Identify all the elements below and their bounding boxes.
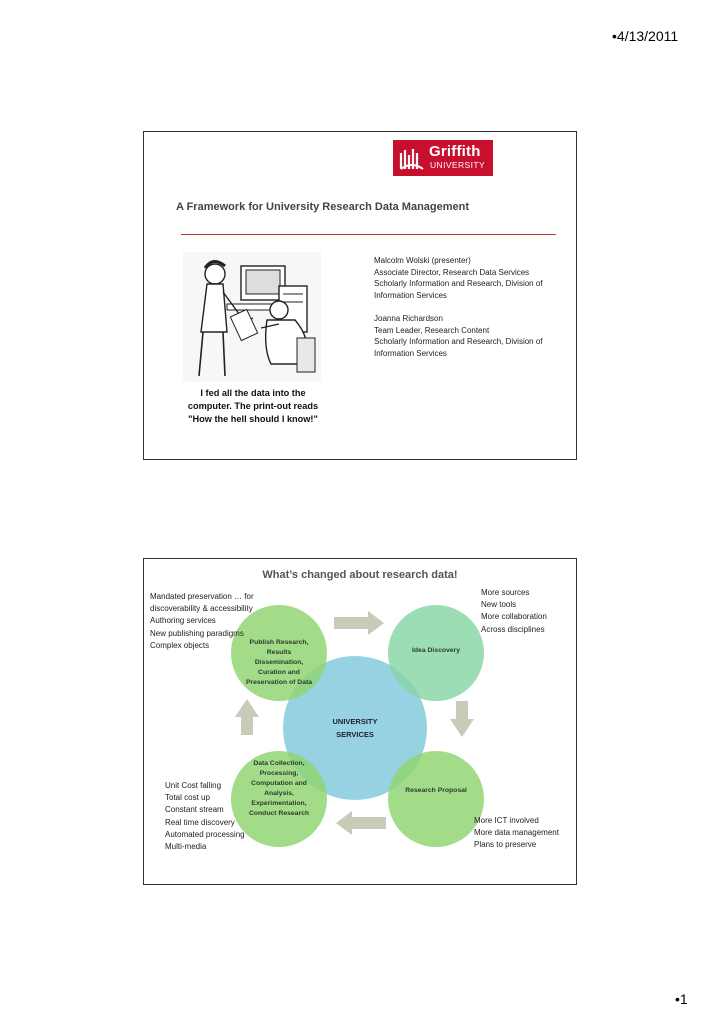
- presenter-role: Associate Director, Research Data Services: [374, 267, 530, 277]
- circle-label-idea: [396, 646, 476, 656]
- note-line: Plans to preserve: [474, 840, 537, 850]
- presenter-list: [374, 255, 569, 359]
- title-divider: [181, 234, 556, 235]
- note-line: More ICT involved: [474, 816, 539, 825]
- label-line: Conduct Research: [248, 810, 310, 817]
- notes-top-left: [150, 591, 254, 652]
- caption-line: "How the hell should I know!": [188, 414, 318, 424]
- label-line: Results: [266, 649, 292, 656]
- cycle-arrow-icon: [336, 811, 386, 835]
- label-line: Computation and: [251, 780, 307, 787]
- note-line: Unit Cost falling: [165, 781, 222, 790]
- note-line: Real time discovery: [165, 817, 235, 827]
- logo-wordmark: Griffith: [429, 143, 481, 160]
- label-line: SERVICES: [336, 730, 374, 739]
- slide-title: [143, 131, 577, 460]
- page-number: •1: [675, 991, 688, 1007]
- note-line: New publishing paradigms: [150, 628, 244, 638]
- label-line: Curation and: [258, 669, 300, 676]
- label-line: Idea Discovery: [412, 647, 460, 654]
- note-line: More sources: [481, 588, 530, 597]
- presenter-unit: Scholarly Information and Research, Division of Information Services: [374, 337, 543, 358]
- notes-bottom-right: [474, 815, 559, 852]
- cycle-arrow-icon: [235, 699, 259, 735]
- label-line: Publish Research,: [249, 639, 309, 646]
- cartoon-caption: [183, 387, 323, 426]
- cycle-arrow-icon: [450, 701, 474, 737]
- presenter-name: Malcolm Wolski (presenter): [374, 256, 471, 265]
- page-date: •4/13/2011: [612, 28, 679, 44]
- note-line: More data management: [474, 828, 559, 838]
- cycle-arrow-icon: [334, 611, 384, 635]
- presenter-unit: Scholarly Information and Research, Division of Information Services: [374, 279, 543, 300]
- note-line: discoverability & accessibility: [150, 604, 253, 614]
- presenter-role: Team Leader, Research Content: [374, 325, 490, 335]
- circle-label-data-collection: [234, 759, 324, 819]
- circle-proposal: [388, 751, 484, 847]
- note-line: Total cost up: [165, 793, 210, 803]
- slide-title-text: What’s changed about research data!: [262, 569, 458, 581]
- logo-subtext: UNIVERSITY: [430, 160, 486, 170]
- label-line: Analysis,: [264, 790, 294, 797]
- label-line: Research Proposal: [405, 787, 467, 794]
- notes-top-right: [481, 587, 547, 636]
- note-line: Constant stream: [165, 805, 224, 815]
- circle-label-proposal: [396, 786, 476, 796]
- label-line: Preservation of Data: [245, 679, 313, 686]
- logo-mark-icon: [399, 147, 425, 171]
- griffith-logo: [393, 140, 493, 176]
- note-line: Multi-media: [165, 842, 207, 852]
- note-line: Mandated preservation … for: [150, 592, 254, 601]
- note-line: More collaboration: [481, 612, 547, 622]
- circle-label-center: [310, 715, 400, 741]
- caption-line: I fed all the data into the: [200, 388, 306, 398]
- label-line: Experimentation,: [251, 800, 307, 807]
- note-line: Across disciplines: [481, 624, 545, 634]
- caption-line: computer. The print-out reads: [187, 401, 319, 411]
- note-line: New tools: [481, 600, 517, 610]
- slide-title-text: A Framework for University Research Data Management: [176, 201, 470, 213]
- note-line: Authoring services: [150, 616, 216, 626]
- label-line: Dissemination,: [254, 659, 304, 666]
- presenter-name: Joanna Richardson: [374, 313, 443, 323]
- slide-research-data: [143, 558, 577, 885]
- note-line: Complex objects: [150, 640, 210, 650]
- label-line: Processing,: [259, 770, 299, 777]
- note-line: Automated processing: [165, 829, 245, 839]
- notes-bottom-left: [165, 780, 245, 853]
- label-line: Data Collection,: [253, 760, 305, 767]
- label-line: UNIVERSITY: [332, 717, 378, 726]
- cartoon-illustration: [183, 252, 321, 382]
